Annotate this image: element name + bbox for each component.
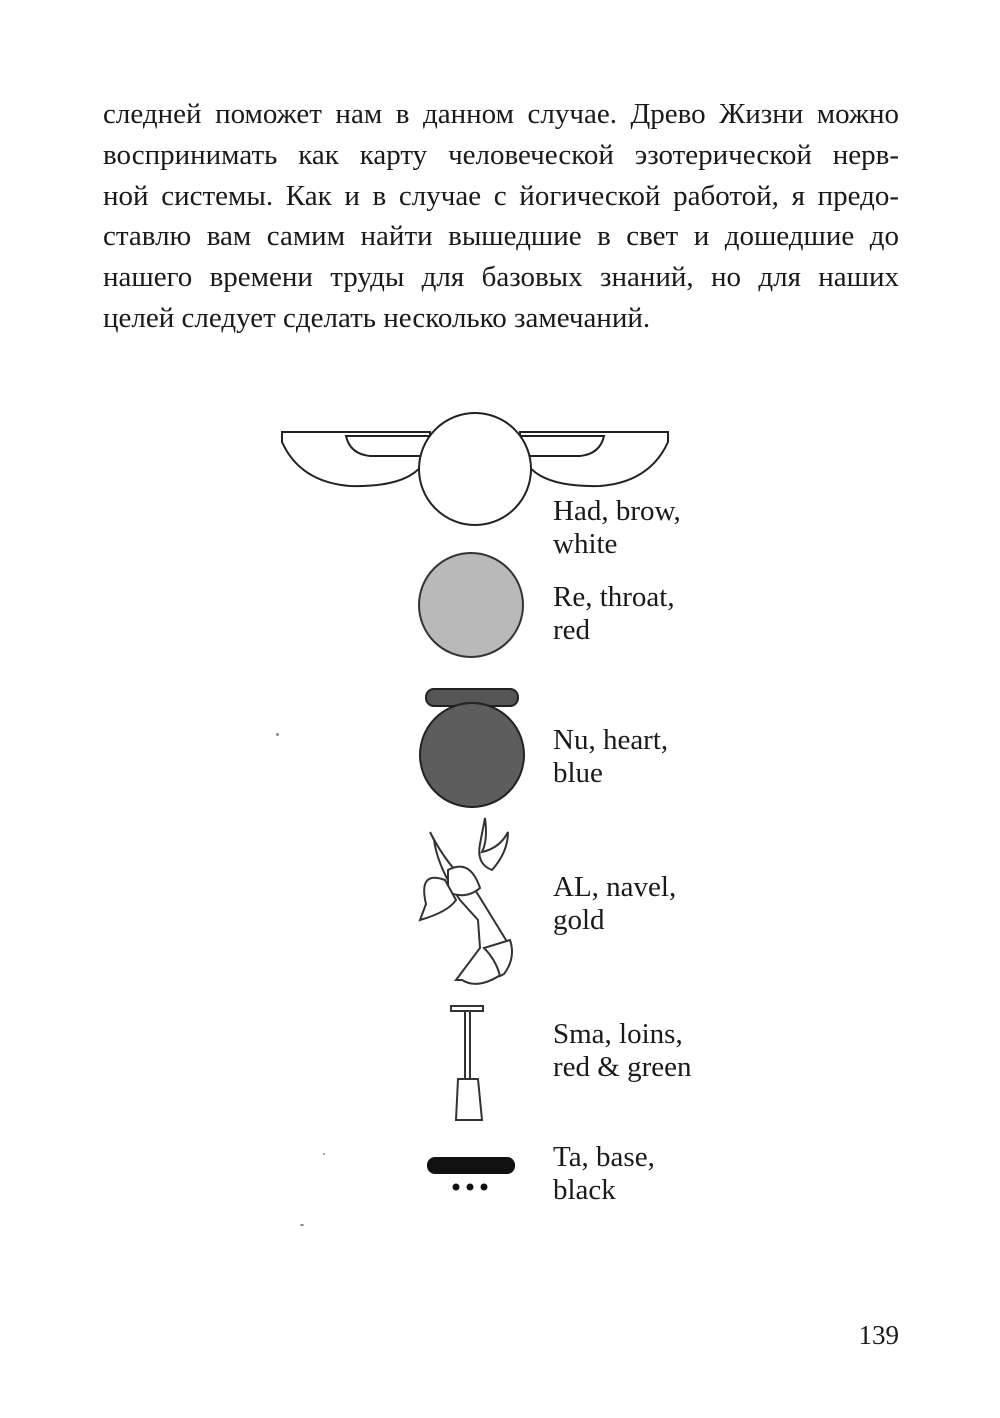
caption-sma: Sma, loins, red & green	[553, 1018, 692, 1083]
page-number: 139	[858, 1320, 899, 1350]
caption-had: Had, brow, white	[553, 495, 681, 560]
paragraph-line: следней поможет нам в данном случае. Древо Жизни можно	[103, 98, 899, 130]
caption-re: Re, throat, red	[553, 581, 675, 646]
caption-ta: Ta, base, black	[553, 1141, 655, 1206]
sma-sign-icon	[451, 1006, 483, 1120]
paragraph-line: воспринимать как карту человеческой эзотерической нерв-	[103, 138, 899, 171]
scan-speck	[300, 1224, 304, 1226]
paragraph-line: целей следует сделать несколько замечаний.	[103, 301, 651, 334]
aleph-icon	[420, 818, 512, 984]
paragraph-line: ставлю вам самим найти вышедшие в свет и дошедшие до	[103, 220, 899, 253]
ta-sign-icon	[427, 1157, 515, 1191]
scan-speck	[276, 733, 279, 736]
paragraph-line: нашего времени труды для базовых знаний, но для наших	[103, 261, 899, 294]
body-paragraph	[103, 94, 899, 339]
scan-speck	[323, 1153, 325, 1155]
paragraph-line: ной системы. Как и в случае с йогической работой, я предо-	[103, 179, 899, 212]
grey-circle-icon	[419, 553, 523, 657]
caption-nu: Nu, heart, blue	[553, 724, 669, 789]
caption-al: AL, navel, gold	[553, 871, 677, 936]
chakra-figure	[270, 400, 710, 1220]
pot-icon	[420, 689, 524, 807]
